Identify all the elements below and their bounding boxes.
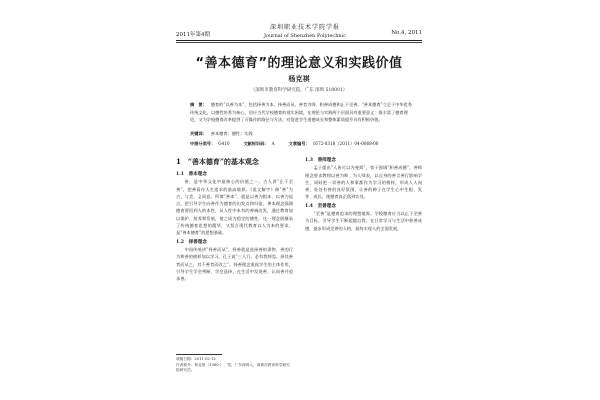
- running-header-issue: 2011年第4期: [176, 32, 210, 38]
- header-rule-thick: [176, 40, 422, 41]
- abstract-text: 德育的“以善为本”，包括择善为本、择善而从、善者为师、积善成德和止于至善。“善本德育”立足于中华优秀传统文化，以德性培养为核心，回应当代学校德育的现实困境，在理论与实践两个层面具有重要意义：既丰富了德育理论，又为学校德育改革提供了可操作的路径与方法，对促进学生道德成长和整体素质提升具有积极价值。: [190, 102, 412, 123]
- abstract: [190, 101, 412, 124]
- subsection-heading: 1.1 善本理念: [176, 172, 207, 177]
- body-paragraph: 善，是中华文化中最核心的价值之一。古人讲“止于至善”，把善看作人生追求的最高境界。《说文解字》释“善”为吉，与美、义同意。所谓“善本”，就是以善为根本、以善为起点，把引导学生向善作为德育的出发点和归宿。善本理念强调德育要回到人的本性，从人性中本有的善端出发，通过教育加以保护、培养和发展，使之成为稳定的德性。这一理念既继承了传统德育思想的精华，又契合现代教育以人为本的要求，是“善本德育”的思想基础。: [176, 179, 293, 236]
- article-number: 文章编号： 1672-0318（2011）04-0068-06: [288, 141, 379, 146]
- document-code: 文献标识码： A: [243, 141, 275, 146]
- footnote-author-bio: 作者简介：杨克祺（1960-），男，广东深圳人，深圳市教育科学研究院研究员。: [176, 362, 290, 372]
- footnote: [176, 357, 293, 374]
- body-column-left: [176, 155, 293, 282]
- author-name: 杨克祺: [288, 74, 310, 83]
- article-title: “善本德育”的理论意义和实践价值: [195, 56, 403, 71]
- running-header-number: No.4, 2011: [391, 30, 422, 36]
- clc-number: 中图分类号： G410: [190, 141, 230, 146]
- keywords: [190, 131, 412, 137]
- abstract-label: 摘 要：: [190, 102, 207, 107]
- journal-name-en: Journal of Shenzhen Polytechnic: [263, 33, 347, 39]
- footnote-rule: [176, 354, 222, 355]
- keywords-label: 关键词：: [190, 131, 207, 136]
- footnote-received: 收稿日期：2011-02-12: [176, 357, 216, 361]
- section-heading: 1 “善本德育”的基本观念: [176, 157, 259, 166]
- subsection-heading: 1.4 至善理念: [305, 203, 336, 209]
- subsection-heading: 1.2 择善理念: [176, 239, 207, 245]
- classification-meta: [190, 141, 412, 147]
- journal-name-cn: 深圳职业技术学院学报: [269, 24, 340, 31]
- body-paragraph: 中国传统讲“择善而从”，择善就是选择善的事物、善的行为和善的榜样加以学习。孔子说“三人行，必有我师焉。择其善者而从之，其不善者而改之”。择善理念重视学生的主体作用，引导学生学会判断、学会选择，在生活中发现善、认同善并追求善。: [176, 246, 293, 282]
- body-paragraph: 孟子提出“人皆可以为尧舜”，荀子强调“积善成德”。善师理念要求教师以善为师、为人师表，以自身的善言善行影响学生，同时把一切善的人和事都作为学习的榜样，形成人人向善、处处有善的良好氛围，让善的种子在学生心中生根、发芽、成长，使德育真正落到实处。: [305, 165, 422, 200]
- body-paragraph: “至善”是德育追求的理想境界。学校德育应当以止于至善为目标，引导学生不断超越自我，在日常学习与生活中积善成德，逐步形成完善的人格，最终实现人的全面发展。: [305, 211, 422, 231]
- subsection-heading: 1.3 善师理念: [305, 158, 336, 163]
- keywords-text: 善本德育；德性；实践: [210, 131, 253, 136]
- author-affiliation: （深圳市教育科学研究院，广东 深圳 518001）: [250, 88, 348, 93]
- header-rule-thin: [176, 42, 422, 43]
- body-column-right: [305, 155, 422, 232]
- running-header-journal: [240, 22, 370, 39]
